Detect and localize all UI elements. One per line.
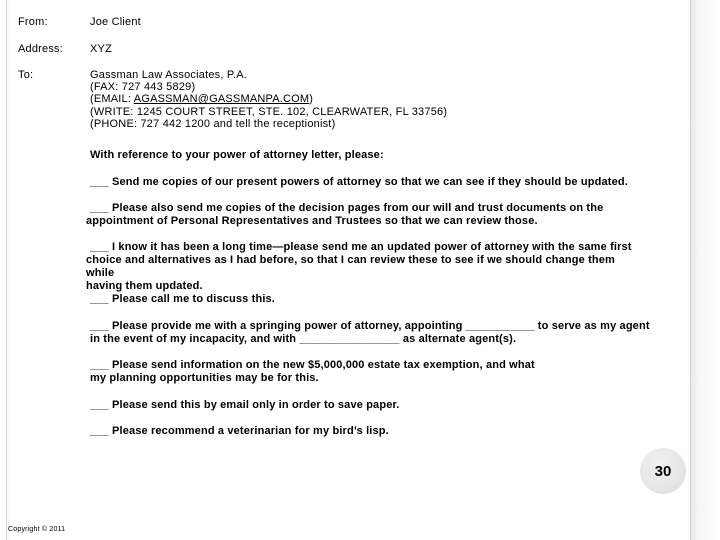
option-line: ___ Please provide me with a springing power of attorney, appointing ___________ to serve as my agent <box>90 320 650 332</box>
recipient-mailing-address: (WRITE: 1245 COURT STREET, STE. 102, CLEARWATER, FL 33756) <box>90 105 448 118</box>
option-line: ___ Please call me to discuss this. <box>90 293 276 305</box>
intro-paragraph: With reference to your power of attorney letter, please: <box>90 149 384 161</box>
from-value: Joe Client <box>90 16 141 28</box>
email-link[interactable]: AGASSMAN@GASSMANPA.COM <box>133 93 310 106</box>
option-estate-tax <box>86 359 650 385</box>
option-line: choice and alternatives as I had before, so that I can review these to see if we should change them while <box>86 254 615 279</box>
option-line: having them updated. <box>86 280 203 292</box>
recipient-email-line <box>90 93 447 105</box>
option-line: ___ Send me copies of our present powers of attorney so that we can see if they should be updated. <box>90 176 628 188</box>
option-line: ___ Please also send me copies of the decision pages from our will and trust documents on the <box>90 202 604 214</box>
to-label: To: <box>18 69 34 81</box>
option-line: ___ I know it has been a long time—please send me an updated power of attorney with the same first <box>90 241 632 253</box>
recipient-phone: (PHONE: 727 442 1200 and tell the receptionist) <box>90 117 336 130</box>
copyright-notice: Copyright © 2011 <box>8 526 66 533</box>
option-call <box>86 293 650 306</box>
option-updated-power <box>86 241 646 293</box>
option-line: ___ Please send information on the new $5,000,000 estate tax exemption, and what <box>90 359 535 371</box>
option-email-only <box>86 399 650 412</box>
option-line: my planning opportunities may be for this. <box>90 372 319 384</box>
email-suffix: ) <box>309 93 314 106</box>
recipient-name: Gassman Law Associates, P.A. <box>90 69 248 81</box>
option-line: ___ Please send this by email only in order to save paper. <box>90 399 400 411</box>
option-springing-power <box>86 320 650 346</box>
option-veterinarian <box>86 425 650 438</box>
right-margin-shading <box>691 0 720 540</box>
recipient-fax: (FAX: 727 443 5829) <box>90 81 196 94</box>
option-copies <box>86 176 650 189</box>
page-number: 30 <box>654 462 672 480</box>
from-label: From: <box>18 16 48 28</box>
option-line: ___ Please recommend a veterinarian for my bird’s lisp. <box>90 425 389 437</box>
option-line: in the event of my incapacity, and with ________________ as alternate agent(s). <box>90 333 517 345</box>
to-address-block <box>90 69 447 130</box>
option-decision-pages <box>86 202 646 228</box>
address-value: XYZ <box>90 43 112 55</box>
address-label: Address: <box>18 43 64 55</box>
option-line: appointment of Personal Representatives and Trustees so that we can review those. <box>86 215 538 227</box>
email-prefix: (EMAIL: <box>90 93 134 106</box>
page-number-badge <box>640 448 686 494</box>
